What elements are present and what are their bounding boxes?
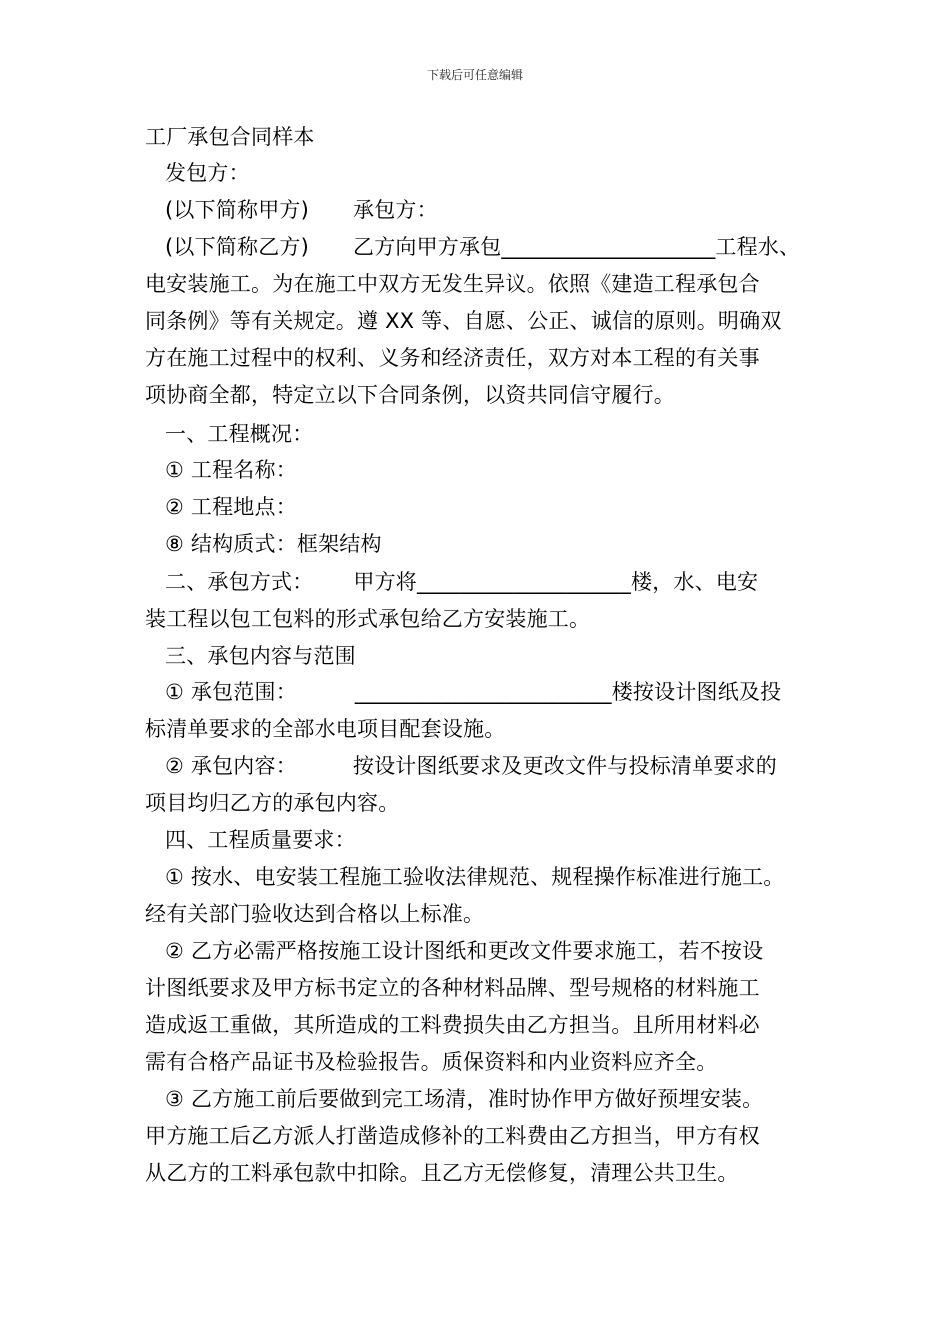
paragraph-line: 甲方施工后乙方派人打凿造成修补的工料费由乙方担当，甲方有权 [145,1124,760,1148]
fill-in-blank: ____________________ [501,235,716,259]
list-item: ③ 乙方施工前后要做到完工场清，准时协作甲方做好预埋安装。 [165,1087,764,1111]
list-item: ① 工程名称： [165,458,297,482]
party-b-alias: (以下简称乙方) [165,235,309,259]
item-label: ② 承包内容： [165,754,297,778]
list-item [165,749,777,783]
contract-text: 甲方将 [353,570,418,594]
section-heading: 四、工程质量要求： [165,828,356,852]
contract-text: 工程水、 [715,235,801,259]
paragraph-line: 项协商全都，特定立以下合同条例，以资共同信守履行。 [145,383,675,407]
item-label: ① 承包范围： [165,680,297,704]
fill-in-blank: ________________________ [354,680,612,704]
paragraph-line: 方在施工过程中的权利、义务和经济责任，双方对本工程的有关事 [145,346,760,370]
list-item: ① 按水、电安装工程施工验收法律规范、规程操作标准进行施工。 [165,865,785,889]
contract-text: 乙方向甲方承包 [353,235,502,259]
paragraph-line: 同条例》等有关规定。遵 XX 等、自愿、公正、诚信的原则。明确双 [145,309,782,333]
document-title: 工厂承包合同样本 [145,125,315,149]
contract-text: 按设计图纸要求及更改文件与投标清单要求的 [352,754,777,778]
paragraph-line: 项目均归乙方的承包内容。 [145,791,400,815]
fill-in-blank: ____________________ [417,570,632,594]
paragraph-line: 标清单要求的全部水电项目配套设施。 [145,717,506,741]
list-item: ⑧ 结构质式：框架结构 [165,532,382,556]
paragraph-line: 从乙方的工料承包款中扣除。且乙方无偿修复，清理公共卫生。 [145,1161,739,1185]
party-a-alias: (以下简称甲方) [165,198,309,222]
paragraph-line [165,230,800,264]
section-heading [165,565,758,599]
paragraph-line: 发包方： [165,161,250,185]
page-header-note: 下载后可任意编辑 [426,68,523,82]
paragraph-line: 装工程以包工包料的形式承包给乙方安装施工。 [145,607,591,631]
paragraph-line [165,193,438,227]
list-item: ② 工程地点： [165,495,297,519]
list-item: ② 乙方必需严格按施工设计图纸和更改文件要求施工，若不按设 [165,939,764,963]
paragraph-line: 计图纸要求及甲方标书定立的各种材料品牌、型号规格的材料施工 [145,976,760,1000]
contract-text: 楼按设计图纸及投 [611,680,782,704]
section-title: 二、承包方式： [165,570,314,594]
paragraph-line: 经有关部门验收达到合格以上标准。 [145,902,485,926]
list-item [165,675,781,709]
paragraph-line: 电安装施工。为在施工中双方无发生异议。依照《建造工程承包合 [145,272,760,296]
section-heading: 三、承包内容与范围 [165,644,356,668]
paragraph-line: 造成返工重做，其所造成的工料费损失由乙方担当。且所用材料必 [145,1013,760,1037]
contract-text: 楼，水、电安 [631,570,759,594]
paragraph-line: 需有合格产品证书及检验报告。质保资料和内业资料应齐全。 [145,1050,718,1074]
contractor-label: 承包方： [353,198,438,222]
section-heading: 一、工程概况： [165,422,314,446]
